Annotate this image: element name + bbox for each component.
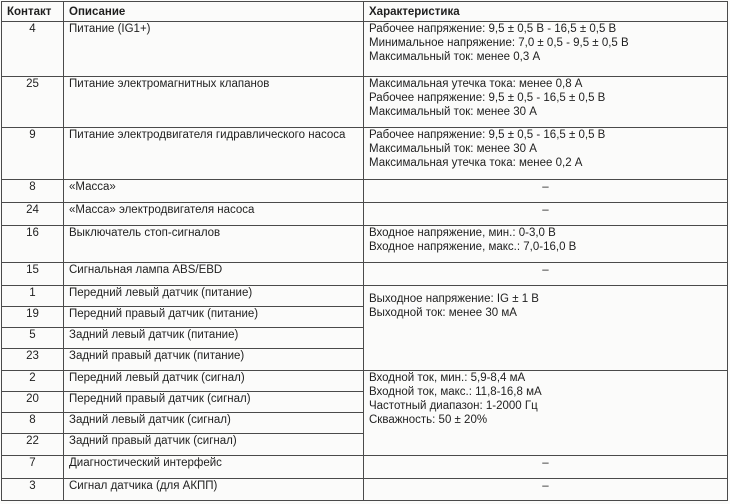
description-cell: Задний левый датчик (сигнал) xyxy=(64,413,364,434)
header-characteristic: Характеристика xyxy=(364,2,728,22)
characteristic-line: Рабочее напряжение: 9,5 ± 0,5 - 16,5 ± 0,5 В xyxy=(369,129,606,141)
table-row xyxy=(2,286,728,307)
characteristic-cell xyxy=(364,22,728,77)
header-description: Описание xyxy=(64,2,364,22)
description-cell: Сигнальная лампа ABS/EBD xyxy=(64,263,364,286)
pin-cell: 16 xyxy=(2,226,64,263)
characteristic-cell-sensor-signal xyxy=(364,371,728,456)
table-row xyxy=(2,263,728,286)
characteristic-cell-sensor-power xyxy=(364,286,728,371)
table-row xyxy=(2,226,728,263)
table-row xyxy=(2,180,728,203)
description-cell: Питание электродвигателя гидравлического насоса xyxy=(64,128,364,180)
pin-cell: 9 xyxy=(2,128,64,180)
pin-cell: 7 xyxy=(2,456,64,479)
pin-cell: 4 xyxy=(2,22,64,77)
characteristic-cell-empty: – xyxy=(364,479,728,501)
pin-cell: 15 xyxy=(2,263,64,286)
pin-cell: 2 xyxy=(2,371,64,392)
description-cell: Передний правый датчик (сигнал) xyxy=(64,392,364,413)
table-row xyxy=(2,479,728,501)
table-row xyxy=(2,128,728,180)
characteristic-line: Максимальный ток: менее 0,3 А xyxy=(369,51,541,63)
description-cell: Сигнал датчика (для АКПП) xyxy=(64,479,364,501)
characteristic-cell xyxy=(364,226,728,263)
pin-cell: 19 xyxy=(2,307,64,328)
description-cell: Диагностический интерфейс xyxy=(64,456,364,479)
description-cell: Задний правый датчик (питание) xyxy=(64,349,364,371)
characteristic-line: Максимальный ток: менее 30 А xyxy=(369,106,537,118)
table-row xyxy=(2,456,728,479)
table-row xyxy=(2,203,728,226)
description-cell: «Масса» xyxy=(64,180,364,203)
table-header-row xyxy=(2,2,728,22)
pin-cell: 20 xyxy=(2,392,64,413)
description-cell: «Масса» электродвигателя насоса xyxy=(64,203,364,226)
description-cell: Выключатель стоп-сигналов xyxy=(64,226,364,263)
pin-cell: 25 xyxy=(2,77,64,128)
characteristic-cell xyxy=(364,77,728,128)
description-cell: Передний правый датчик (питание) xyxy=(64,307,364,328)
characteristic-cell-empty: – xyxy=(364,203,728,226)
pin-cell: 24 xyxy=(2,203,64,226)
table-row xyxy=(2,77,728,128)
characteristic-cell-empty: – xyxy=(364,263,728,286)
pin-cell: 1 xyxy=(2,286,64,307)
characteristic-line: Рабочее напряжение: 9,5 ± 0,5 - 16,5 ± 0,5 В xyxy=(369,92,606,104)
description-cell: Питание (IG1+) xyxy=(64,22,364,77)
characteristic-line: Выходной ток: менее 30 мА xyxy=(369,307,517,319)
characteristic-line: Выходное напряжение: IG ± 1 В xyxy=(369,293,539,305)
pin-cell: 22 xyxy=(2,434,64,456)
description-cell: Задний левый датчик (питание) xyxy=(64,328,364,349)
table-row xyxy=(2,22,728,77)
description-cell: Передний левый датчик (питание) xyxy=(64,286,364,307)
pin-cell: 8 xyxy=(2,180,64,203)
characteristic-line: Скважность: 50 ± 20% xyxy=(369,414,488,426)
characteristic-line: Максимальная утечка тока: менее 0,2 А xyxy=(369,157,583,169)
pin-cell: 23 xyxy=(2,349,64,371)
characteristic-line: Входной ток, мин.: 5,9-8,4 мА xyxy=(369,372,526,384)
description-cell: Питание электромагнитных клапанов xyxy=(64,77,364,128)
pin-cell: 5 xyxy=(2,328,64,349)
table-row xyxy=(2,371,728,392)
characteristic-line: Максимальная утечка тока: менее 0,8 А xyxy=(369,78,583,90)
characteristic-line: Входной ток, макс.: 11,8-16,8 мА xyxy=(369,386,542,398)
characteristic-line: Входное напряжение, мин.: 0-3,0 В xyxy=(369,227,556,239)
pinout-table xyxy=(1,1,728,501)
characteristic-line: Минимальное напряжение: 7,0 ± 0,5 - 9,5 ± 0,5 В xyxy=(369,37,629,49)
characteristic-cell-empty: – xyxy=(364,456,728,479)
description-cell: Передний левый датчик (сигнал) xyxy=(64,371,364,392)
characteristic-line: Частотный диапазон: 1-2000 Гц xyxy=(369,400,538,412)
description-cell: Задний правый датчик (сигнал) xyxy=(64,434,364,456)
pin-cell: 8 xyxy=(2,413,64,434)
characteristic-cell-empty: – xyxy=(364,180,728,203)
header-pin: Контакт xyxy=(2,2,64,22)
characteristic-cell xyxy=(364,128,728,180)
characteristic-line: Входное напряжение, макс.: 7,0-16,0 В xyxy=(369,241,577,253)
characteristic-line: Рабочее напряжение: 9,5 ± 0,5 В - 16,5 ± 0,5 В xyxy=(369,23,617,35)
pin-cell: 3 xyxy=(2,479,64,501)
characteristic-line: Максимальный ток: менее 30 А xyxy=(369,143,537,155)
